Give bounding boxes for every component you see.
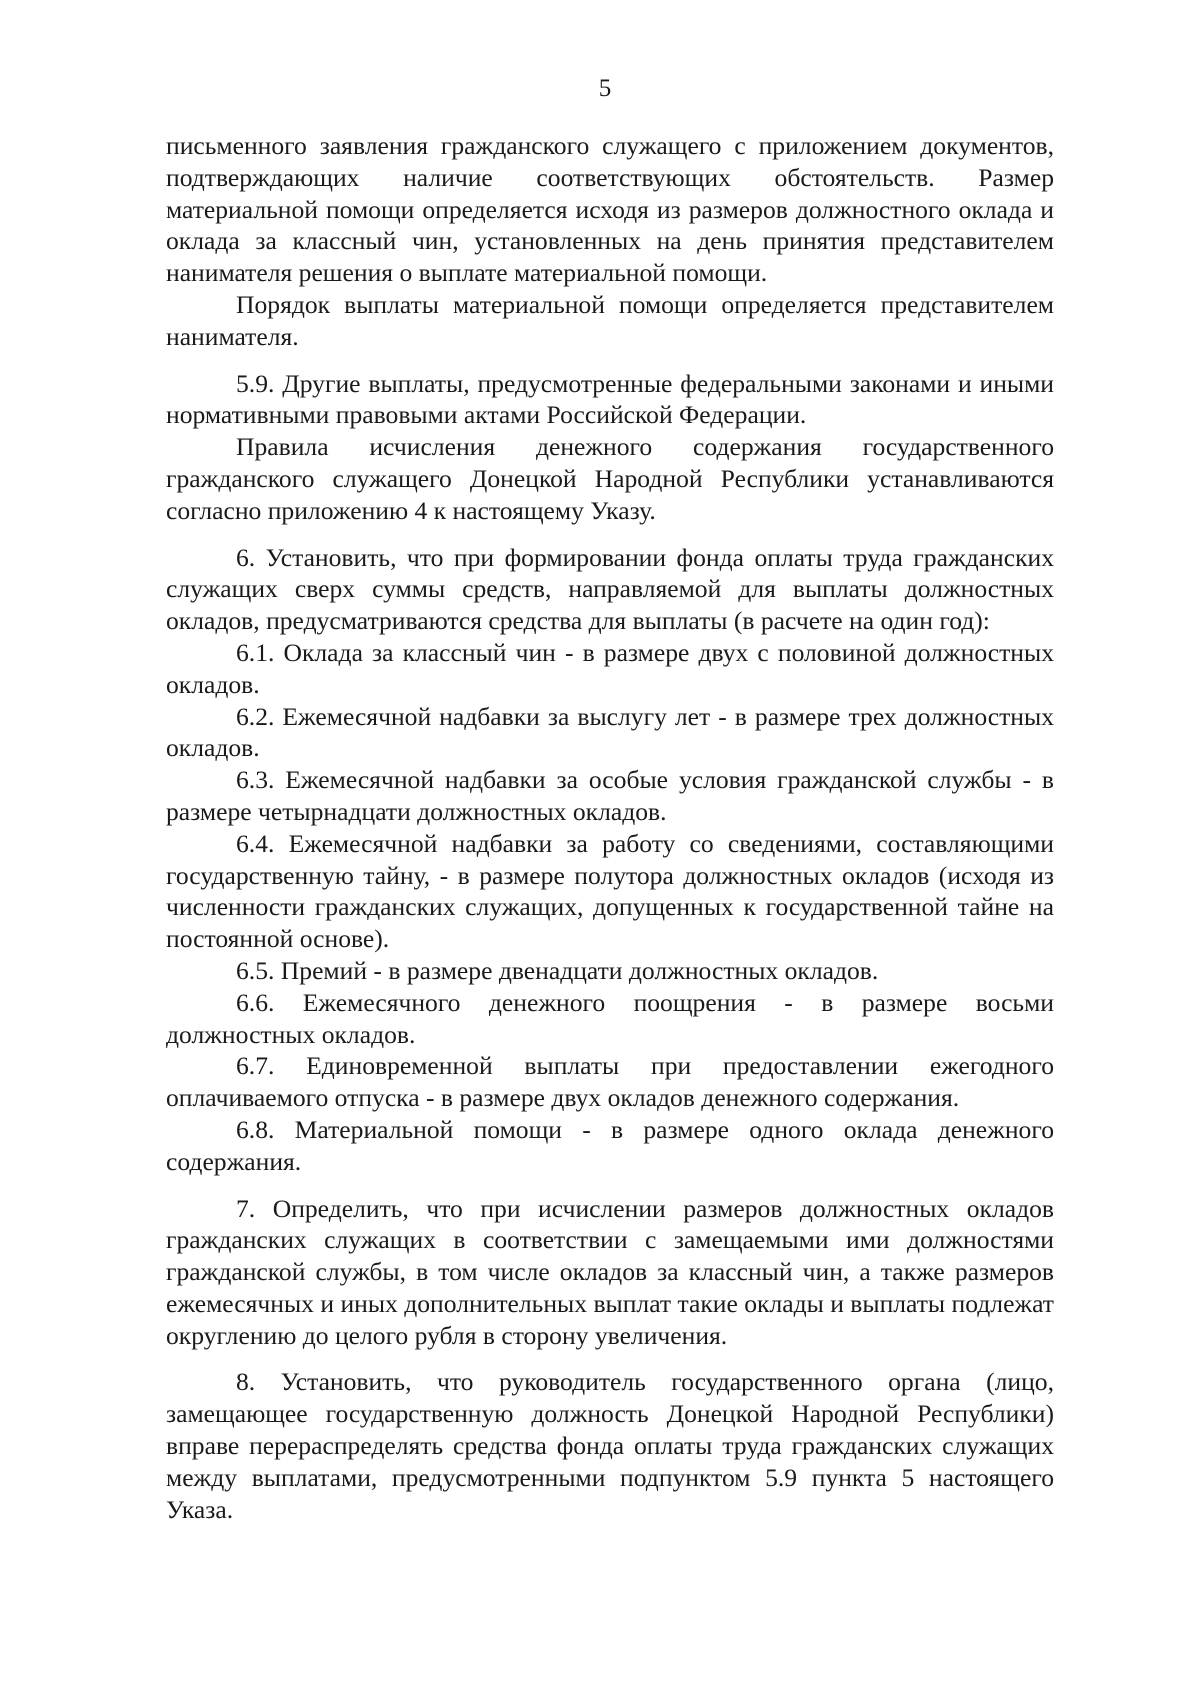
paragraph-6: 6. Установить, что при формировании фонда оплаты труда гражданских служащих сверх суммы средств, направляемой для выплаты должностных окладов, предусматриваются средства для выплаты (в расчете на один год): — [166, 542, 1054, 636]
paragraph-6-7: 6.7. Единовременной выплаты при предоставлении ежегодного оплачиваемого отпуска - в размере двух окладов денежного содержания. — [166, 1051, 1054, 1113]
paragraph-6-5: 6.5. Премий - в размере двенадцати должностных окладов. — [236, 955, 879, 985]
paragraph-5-9: 5.9. Другие выплаты, предусмотренные федеральными законами и иными нормативными правовыми актами Российской Федерации. — [166, 368, 1054, 430]
paragraph-6-4: 6.4. Ежемесячной надбавки за работу со сведениями, составляющими государственную тайну, - в размере полутора должностных окладов (исходя из численности гражданских служащих, допущенных к государственной тайне на постоянной основе). — [166, 828, 1054, 954]
paragraph-7: 7. Определить, что при исчислении размеров должностных окладов гражданских служащих в соответствии с замещаемыми ими должностями гражданской службы, в том числе окладов за классный чин, а также размеров ежемесячных и иных дополнительных выплат такие оклады и выплаты подлежат округлению до целого рубля в сторону увеличения. — [166, 1193, 1054, 1350]
paragraph-material-aid-procedure: Порядок выплаты материальной помощи определяется представителем нанимателя. — [166, 289, 1054, 351]
paragraph-6-2: 6.2. Ежемесячной надбавки за выслугу лет - в размере трех должностных окладов. — [166, 701, 1054, 763]
paragraph-calculation-rules: Правила исчисления денежного содержания государственного гражданского служащего Донецкой Народной Республики устанавливаются согласно приложению 4 к настоящему Указу. — [166, 432, 1054, 525]
paragraph-6-3: 6.3. Ежемесячной надбавки за особые условия гражданской службы - в размере четырнадцати должностных окладов. — [166, 765, 1054, 826]
paragraph-6-6: 6.6. Ежемесячного денежного поощрения - в размере восьми должностных окладов. — [166, 987, 1054, 1049]
paragraph-8: 8. Установить, что руководитель государственного органа (лицо, замещающее государственную должность Донецкой Народной Республики) вправе перераспределять средства фонда оплаты труда гражданских служащих между выплатами, предусмотренными подпунктом 5.9 пункта 5 настоящего Указа. — [166, 1367, 1054, 1524]
page-number: 5 — [598, 75, 612, 102]
document-body — [166, 130, 1054, 1525]
paragraph-material-aid-application: письменного заявления гражданского служащего с приложением документов, подтверждающих наличие соответствующих обстоятельств. Размер материальной помощи определяется исходя из размеров должностного оклада и оклада за классный чин, установленных на день принятия представителем нанимателя решения о выплате материальной помощи. — [166, 131, 1054, 288]
paragraph-6-8: 6.8. Материальной помощи - в размере одного оклада денежного содержания. — [166, 1114, 1054, 1176]
paragraph-6-1: 6.1. Оклада за классный чин - в размере двух с половиной должностных окладов. — [166, 637, 1054, 699]
